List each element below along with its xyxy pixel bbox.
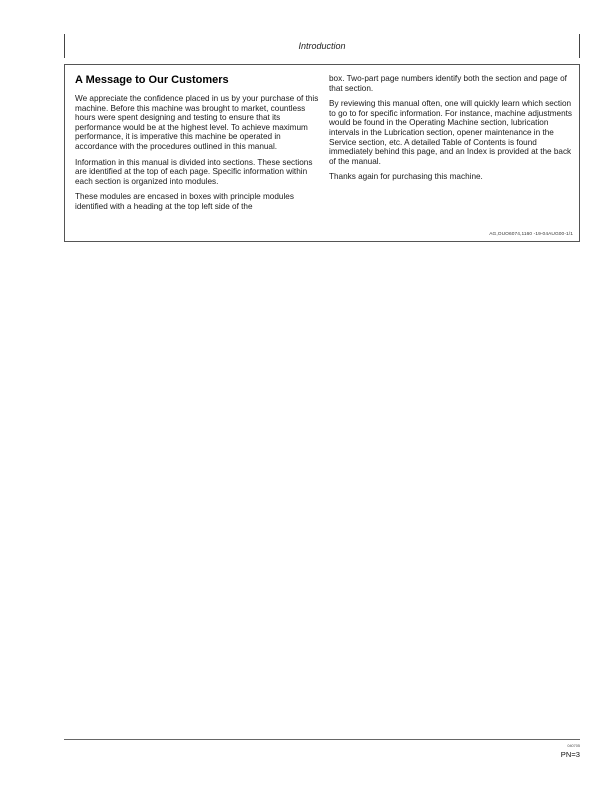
page-number: PN=3 [560,750,580,759]
footer-code: 040705 [567,744,580,748]
footer-divider [64,739,580,740]
module-box [64,64,580,242]
paragraph: We appreciate the confidence placed in us by your purchase of this machine. Before this machine was brought to market, countless hours were spent designing and testing to ensure that its performance would be at the highest level. To achieve maximum performance, it is imperative this machine be operated in accordance with the procedures outlined in this manual. [75,94,319,151]
right-column [329,74,574,188]
module-reference-code: AG,OUO6074,1160 -19-04AUG00-1/1 [489,232,573,237]
paragraph: box. Two-part page numbers identify both the section and page of that section. [329,74,567,93]
paragraph: Thanks again for purchasing this machine. [329,172,483,182]
left-column [75,71,321,218]
paragraph: By reviewing this manual often, one will quickly learn which section to go to for specific information. For instance, machine adjustments would be found in the Operating Machine section, lubrication intervals in the Lubrication section, opener maintenance in the Service section, etc. A detailed Table of Contents is found immediately behind this page, and an Index is provided at the back of the manual. [329,99,573,166]
paragraph: These modules are encased in boxes with principle modules identified with a heading at the top left side of the [75,192,294,211]
paragraph: Information in this manual is divided into sections. These sections are identified at the top of each page. Specific information within each section is organized into modules. [75,157,313,186]
page-header [64,34,580,58]
page-section-title: Introduction [298,41,346,51]
module-heading: A Message to Our Customers [75,74,229,86]
